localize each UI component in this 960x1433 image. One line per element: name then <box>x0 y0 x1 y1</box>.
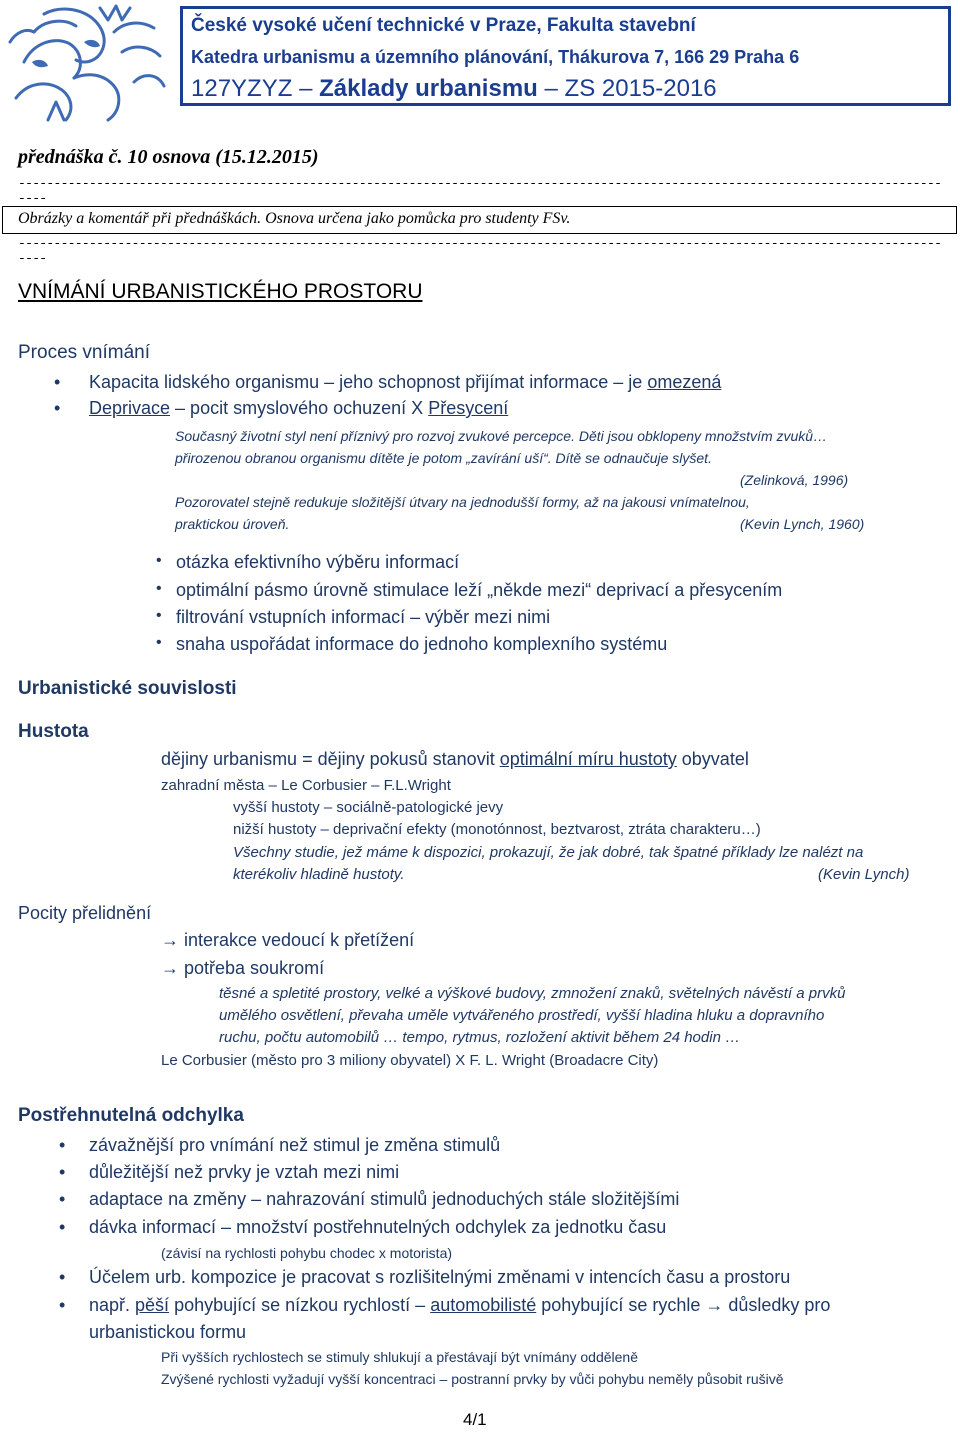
header-box <box>180 6 951 106</box>
pocity-quote-3: ruchu, počtu automobilů … tempo, rytmus, rozložení aktivit během 24 hodin … <box>219 1029 741 1046</box>
odchylka-note-1: Při vyšších rychlostech se stimuly shlukují a přestávají být vnímány odděleně <box>161 1349 638 1365</box>
proces-b1-underlined: omezená <box>647 372 722 392</box>
hustota-line-1 <box>161 749 749 770</box>
pocity-heading: Pocity přelidnění <box>18 903 152 923</box>
b6-a: např. <box>89 1295 136 1315</box>
header-course <box>191 75 717 103</box>
course-term: ZS 2015-2016 <box>564 75 717 102</box>
lecture-note: Obrázky a komentář při přednáškách. Osnova určena jako pomůcka pro studenty FSv. <box>18 210 571 227</box>
b6-c: pohybující se rychle → důsledky pro <box>536 1295 831 1315</box>
hustota-l1-pre: dějiny urbanismu = dějiny pokusů stanovit <box>161 749 500 769</box>
pocity-arrow-2: → potřeba soukromí <box>161 958 325 978</box>
odchylka-bullet-6-line-2: urbanistickou formu <box>89 1322 247 1342</box>
course-title: Základy urbanismu <box>319 75 538 102</box>
proces-bullet-2 <box>89 398 508 419</box>
dash-divider-1: -------------------------------------------------------------------------------------------------------------------------------------- <box>18 176 942 206</box>
hustota-line-3: vyšší hustoty – sociálně-patologické jevy <box>233 799 504 816</box>
quote-2-line-2: praktickou úroveň. <box>175 516 290 532</box>
dash-divider-2: -------------------------------------------------------------------------------------------------------------------------------------- <box>18 236 942 266</box>
course-dash: – <box>299 75 313 102</box>
pocity-quote-2: umělého osvětlení, převaha uměle vytvářeného prostředí, vyšší hladina hluku a dopravního <box>219 1007 825 1024</box>
proces-heading: Proces vnímání <box>18 342 150 363</box>
quote-1-line-2: přirozenou obranou organismu dítěte je potom „zavírání uší“. Dítě se odnaučuje slyšet. <box>175 450 712 466</box>
odchylka-note-4: (závisí na rychlosti pohybu chodec x motorista) <box>161 1245 453 1261</box>
odchylka-bullet-4: • dávka informací – množství postřehnutelných odchylek za jednotku času <box>89 1217 666 1238</box>
pocity-quote-1: těsné a spletité prostory, velké a výškové budovy, zmnožení znaků, světelných návěstí a prvků <box>219 985 846 1002</box>
course-code: 127YZYZ <box>191 75 293 102</box>
proces-b1-text: Kapacita lidského organismu – jeho schopnost přijímat informace – je <box>89 372 648 392</box>
proces-b2-mid: – pocit smyslového ochuzení X <box>170 398 429 418</box>
quote-1-line-1: Současný životní styl není příznivý pro rozvoj zvukové percepce. Děti jsou obklopeny množstvím zvuků… <box>175 428 828 444</box>
hustota-line-4: nižší hustoty – deprivační efekty (monotónnost, beztvarost, ztráta charakteru…) <box>233 821 761 838</box>
header-department: Katedra urbanismu a územního plánování, Thákurova 7, 166 29 Praha 6 <box>191 47 800 67</box>
cvut-lion-logo <box>4 2 172 126</box>
b6-automobiliste: automobilisté <box>430 1295 537 1315</box>
odchylka-heading: Postřehnutelná odchylka <box>18 1105 244 1126</box>
presyceni-term: Přesycení <box>428 398 509 418</box>
b6-b: pohybující se nízkou rychlostí – <box>169 1295 431 1315</box>
quote-2-line-1: Pozorovatel stejně redukuje složitější útvary na jednodušší formy, až na jakousi vnímatelnou, <box>175 494 750 510</box>
hustota-quote-2: kterékoliv hladině hustoty. <box>233 866 405 883</box>
odchylka-bullet-2: • důležitější než prvky je vztah mezi nimi <box>89 1162 399 1183</box>
odchylka-bullet-1: • závažnější pro vnímání než stimul je změna stimulů <box>89 1135 500 1156</box>
pocity-line-4: Le Corbusier (město pro 3 miliony obyvatel) X F. L. Wright (Broadacre City) <box>161 1052 659 1069</box>
hustota-l1-post: obyvatel <box>676 749 749 769</box>
page-number: 4/1 <box>463 1410 487 1429</box>
hustota-line-2: zahradní města – Le Corbusier – F.L.Wright <box>161 777 451 794</box>
urb-heading: Urbanistické souvislosti <box>18 678 237 699</box>
hustota-citation: (Kevin Lynch) <box>818 866 910 883</box>
odchylka-bullet-5: • Účelem urb. kompozice je pracovat s rozlišitelnými změnami v intencích času a prostoru <box>89 1267 790 1288</box>
proces-sub-1: • otázka efektivního výběru informací <box>176 552 459 573</box>
proces-sub-3: • filtrování vstupních informací – výběr mezi nimi <box>176 607 550 628</box>
proces-sub-2: • optimální pásmo úrovně stimulace leží „někde mezi“ deprivací a přesycením <box>176 580 782 601</box>
hustota-quote-1: Všechny studie, jež máme k dispozici, prokazují, že jak dobré, tak špatné příklady lze nalézt na <box>233 844 864 861</box>
odchylka-bullet-6 <box>89 1295 830 1316</box>
deprivace-term: Deprivace <box>89 398 171 418</box>
proces-bullet-1 <box>89 372 721 393</box>
odchylka-note-2: Zvýšené rychlosti vyžadují vyšší koncentraci – postranní prvky by vůči pohybu neměly působit rušivě <box>161 1371 784 1387</box>
hustota-heading: Hustota <box>18 721 89 742</box>
hustota-l1-underlined: optimální míru hustoty <box>499 749 677 769</box>
odchylka-bullet-3: • adaptace na změny – nahrazování stimulů jednoduchých stále složitějšími <box>89 1189 679 1210</box>
proces-sub-4: • snaha uspořádat informace do jednoho komplexního systému <box>176 634 667 655</box>
b6-pesi: pěší <box>135 1295 170 1315</box>
quote-1-citation: (Zelinková, 1996) <box>740 472 849 488</box>
main-heading: VNÍMÁNÍ URBANISTICKÉHO PROSTORU <box>18 280 423 303</box>
lecture-title: přednáška č. 10 osnova (15.12.2015) <box>18 146 319 168</box>
quote-2-citation: (Kevin Lynch, 1960) <box>740 516 865 532</box>
pocity-arrow-1: → interakce vedoucí k přetížení <box>161 930 415 950</box>
course-dash-2: – <box>544 75 558 102</box>
header-university: České vysoké učení technické v Praze, Fakulta stavební <box>191 15 696 36</box>
